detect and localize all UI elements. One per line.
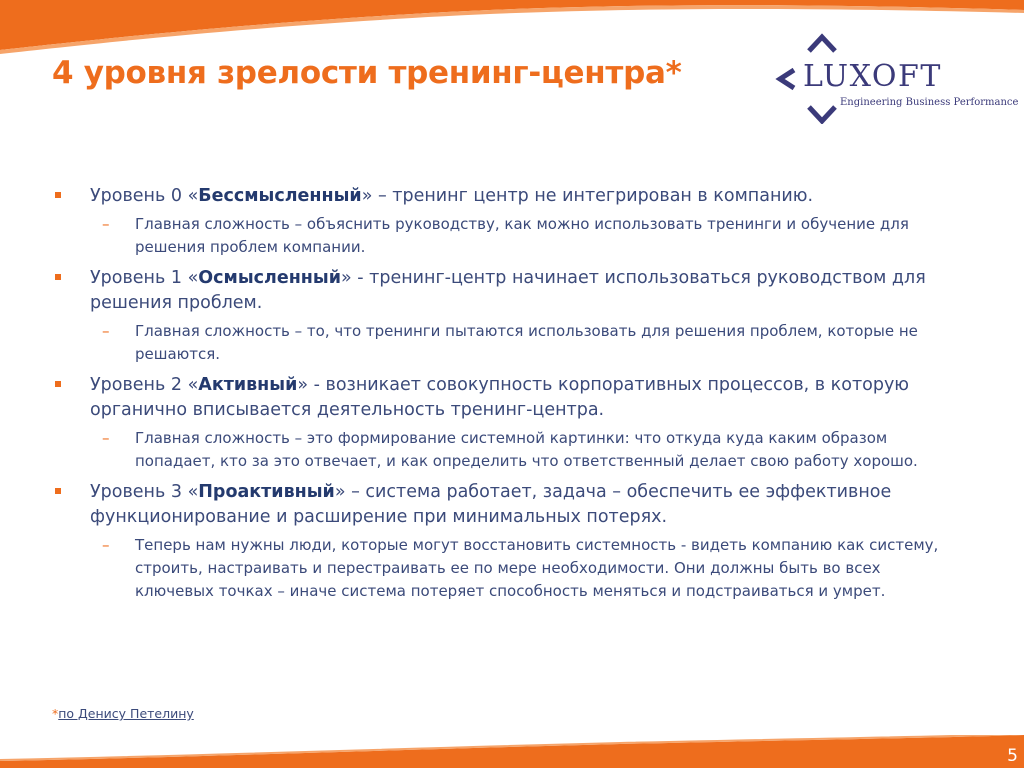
level-3-name: Проактивный: [198, 482, 335, 502]
level-0-sub-item: [52, 213, 952, 259]
level-1-suffix: » - тренинг-центр начинает использоваться руководством для решения проблем.: [90, 268, 926, 313]
slide-title: 4 уровня зрелости тренинг-центра*: [52, 55, 682, 91]
level-0-item: [52, 184, 952, 259]
level-2-suffix: » - возникает совокупность корпоративных процессов, в которую органично вписывается деятельность тренинг-центра.: [90, 375, 910, 420]
dash-bullet-icon: –: [102, 215, 110, 233]
dash-bullet-icon: –: [102, 536, 110, 554]
bottom-orange-band: [0, 735, 1024, 768]
footnote: [52, 706, 194, 721]
level-0-name: Бессмысленный: [198, 186, 362, 206]
logo-word-x: X: [849, 59, 872, 94]
logo-word-right: OFT: [871, 59, 942, 94]
level-1-sub-text: Главная сложность – то, что тренинги пытаются использовать для решения проблем, которые не решаются.: [135, 322, 918, 363]
square-bullet-icon: [55, 488, 61, 494]
luxoft-wordmark: [803, 59, 942, 94]
level-0-text: [90, 184, 952, 209]
level-3-sub-text: Теперь нам нужны люди, которые могут восстановить системность - видеть компанию как систему, строить, настраивать и перестраивать ее по мере необходимости. Они должны быть во всех ключевых точках – иначе система потеряет способность меняться и подстраиваться и умрет.: [135, 536, 939, 600]
square-bullet-icon: [55, 274, 61, 280]
level-1-name: Осмысленный: [198, 268, 341, 288]
page-number: 5: [1007, 746, 1018, 766]
level-0-sub-text: Главная сложность – объяснить руководству, как можно использовать тренинги и обучение для решения проблем компании.: [135, 215, 909, 256]
level-0-prefix: Уровень 0 «: [90, 186, 199, 206]
level-0-suffix: » – тренинг центр не интегрирован в компанию.: [361, 186, 814, 206]
bullet-list: [52, 184, 952, 610]
level-3-sub-item: [52, 534, 952, 603]
level-1-prefix: Уровень 1 «: [90, 268, 199, 288]
footnote-source-link[interactable]: по Денису Петелину: [58, 706, 194, 721]
level-2-sub-text: Главная сложность – это формирование системной картинки: что откуда куда каким образом попадает, кто за это отвечает, и как определить что ответственный делает свою работу хорошо.: [135, 429, 918, 470]
level-3-suffix: » – система работает, задача – обеспечить ее эффективное функционирование и расширение при минимальных потерях.: [90, 482, 892, 527]
footnote-star: *: [52, 706, 59, 721]
level-2-name: Активный: [198, 375, 298, 395]
level-1-text: [90, 266, 952, 316]
logo-tagline: Engineering Business Performance: [840, 97, 1019, 108]
level-3-prefix: Уровень 3 «: [90, 482, 199, 502]
level-2-prefix: Уровень 2 «: [90, 375, 199, 395]
logo-word-left: LU: [803, 59, 850, 94]
level-2-text: [90, 373, 952, 423]
level-1-item: [52, 266, 952, 366]
dash-bullet-icon: –: [102, 429, 110, 447]
luxoft-logo: [772, 32, 1019, 124]
level-1-sub-item: [52, 320, 952, 366]
level-3-item: [52, 480, 952, 603]
level-2-item: [52, 373, 952, 473]
level-2-sub-item: [52, 427, 952, 473]
square-bullet-icon: [55, 381, 61, 387]
dash-bullet-icon: –: [102, 322, 110, 340]
level-3-text: [90, 480, 952, 530]
square-bullet-icon: [55, 192, 61, 198]
